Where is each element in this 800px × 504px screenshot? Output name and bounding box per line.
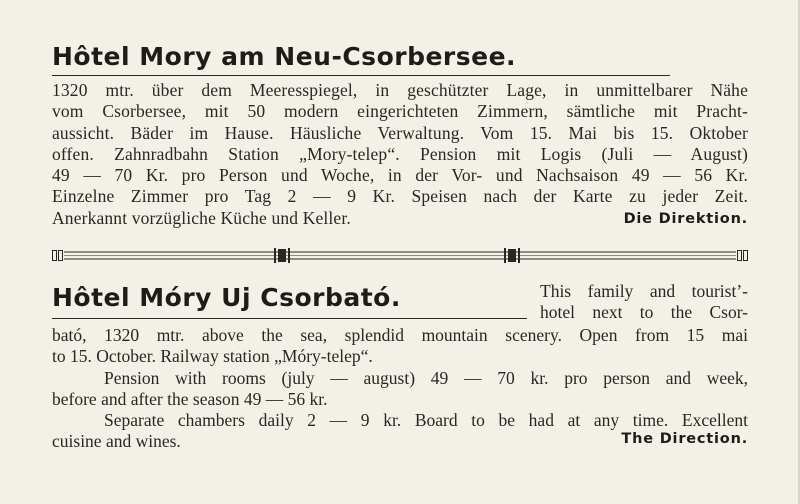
english-line: to 15. October. Railway station „Móry-telep“. (52, 346, 373, 367)
english-signature: The Direction. (621, 431, 748, 447)
english-line: Pension with rooms (july — august) 49 — 70 kr. pro person and week, (104, 367, 748, 388)
german-line: vom Csorbersee, mit 50 modern eingerichteten Zimmern, sämtliche mit Pracht- (52, 101, 748, 122)
german-line: offen. Zahnradbahn Station „Mory-telep“. Pension mit Logis (Juli — August) (52, 143, 748, 164)
english-line: before and after the season 49 — 56 kr. (52, 388, 328, 409)
english-intro (540, 281, 748, 324)
german-paragraph (52, 80, 748, 229)
english-title: Hôtel Móry Uj Csorbató. (52, 283, 401, 312)
english-intro-line: This family and tourist’- (540, 281, 748, 301)
german-line: 1320 mtr. über dem Meeresspiegel, in geschützter Lage, in unmittelbarer Nähe (52, 80, 748, 100)
german-line: Anerkannt vorzügliche Küche und Keller. (52, 207, 351, 228)
ornamental-divider (52, 245, 748, 267)
german-line: 49 — 70 Kr. pro Person und Woche, in der Vor- und Nachsaison 49 — 56 Kr. (52, 165, 748, 186)
english-title-underline (52, 318, 527, 319)
english-line: Separate chambers daily 2 — 9 kr. Board to be had at any time. Excellent (104, 410, 748, 431)
german-line: Einzelne Zimmer pro Tag 2 — 9 Kr. Speisen nach der Karte zu jeder Zeit. (52, 186, 748, 207)
english-line: bató, 1320 mtr. above the sea, splendid mountain scenery. Open from 15 mai (52, 325, 748, 345)
german-title: Hôtel Mory am Neu-Csorbersee. (52, 42, 517, 71)
english-line: cuisine and wines. (52, 431, 181, 452)
german-signature: Die Direktion. (623, 211, 748, 227)
german-title-underline (52, 75, 670, 76)
english-intro-line: hotel next to the Csor- (540, 302, 748, 323)
german-line: aussicht. Bäder im Hause. Häusliche Verwaltung. Vom 15. Mai bis 15. Oktober (52, 122, 748, 143)
